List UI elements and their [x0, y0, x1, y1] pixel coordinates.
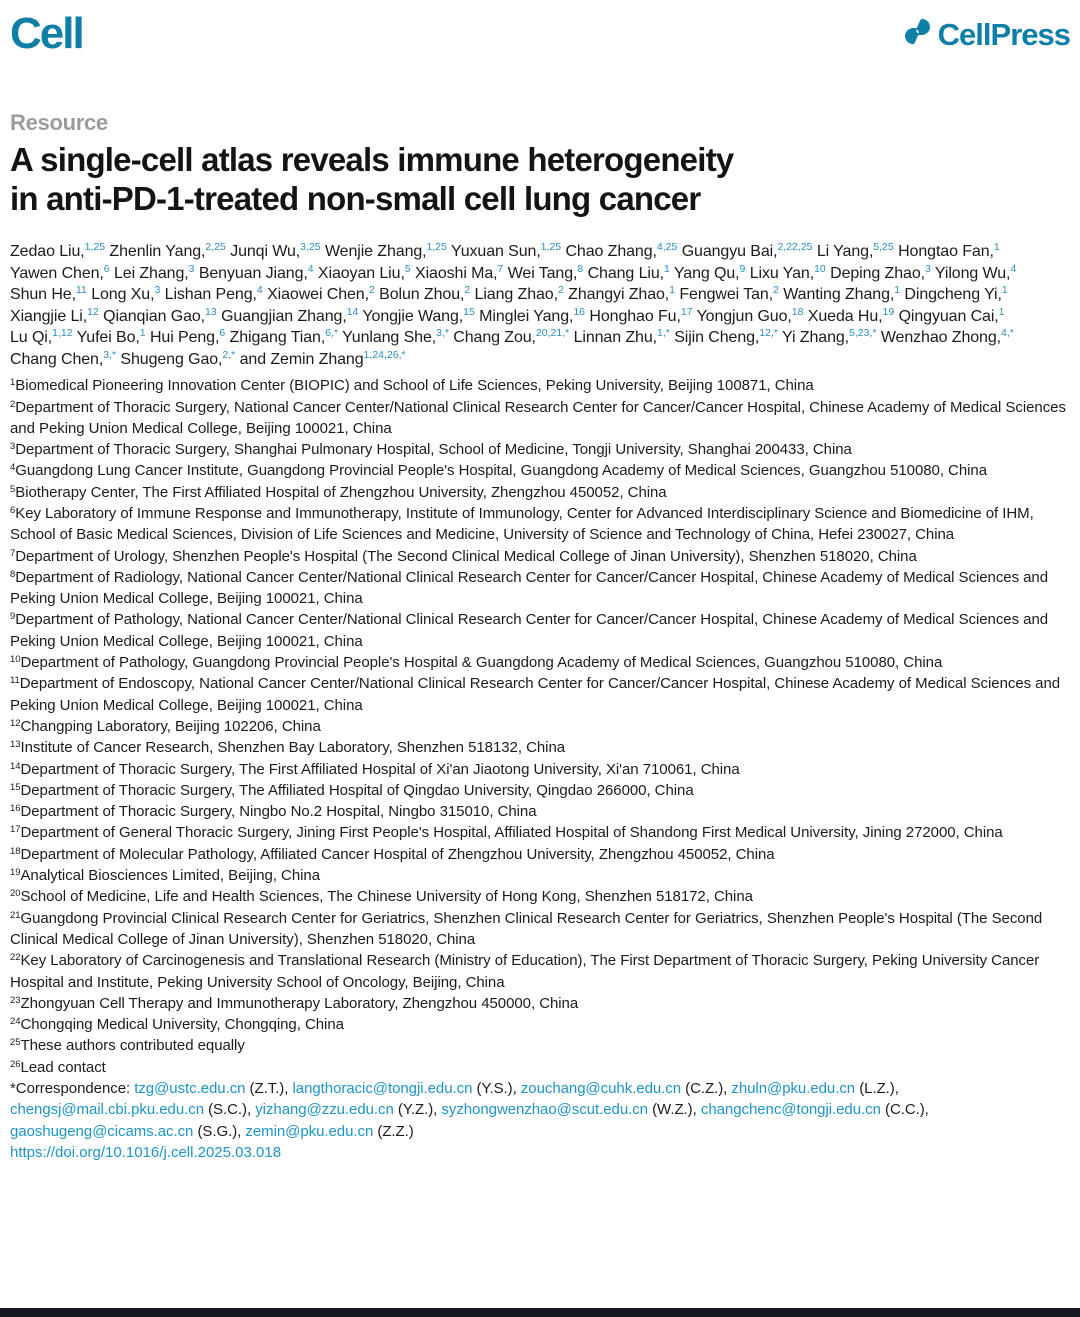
author-affiliation-superscript: 20,21,*	[535, 327, 570, 340]
author-name: Wanting Zhang,$^1$	[783, 284, 901, 304]
author-name: Chang Liu,$^1$	[587, 262, 670, 282]
affiliation-number: 20	[10, 888, 21, 900]
author-name: Benyuan Jiang,$^4$	[198, 262, 314, 282]
correspondence-email-link[interactable]: tzg@ustc.edu.cn	[134, 1080, 246, 1098]
author-name: Lishan Peng,$^4$	[164, 284, 263, 304]
cell-journal-logo: Cell	[10, 9, 83, 58]
author-affiliation-superscript: 8	[577, 262, 584, 275]
author-name: Zhangyi Zhao,$^1$	[568, 284, 675, 304]
affiliation-number: 22	[10, 952, 21, 964]
affiliation-item: $^8$Department of Radiology, National Cancer Center/National Clinical Research Center for Cancer/Cancer Hospital, Chinese Academy of Medical Sciences and Peking Union Medical College, Beijing 100021, China	[10, 568, 1049, 608]
correspondence-author-initials: (L.Z.),	[855, 1080, 899, 1098]
correspondence-email-link[interactable]: syzhongwenzhao@scut.edu.cn	[441, 1101, 648, 1119]
author-affiliation-superscript: 1	[993, 241, 1000, 254]
affiliation-item: $^{15}$Department of Thoracic Surgery, The Affiliated Hospital of Qingdao University, Qingdao 266000, China	[10, 781, 694, 799]
affiliation-item: $^{12}$Changping Laboratory, Beijing 102206, China	[10, 717, 321, 735]
author-name: Chang Zou,$^{20,21,*}$	[453, 327, 570, 347]
correspondence-author-initials: (S.G.),	[193, 1122, 242, 1140]
affiliation-number: 16	[10, 803, 21, 815]
affiliation-number: 9	[10, 611, 16, 623]
affiliation-number: 1	[10, 377, 16, 389]
author-affiliation-superscript: 5,23,*	[849, 327, 877, 340]
author-affiliation-superscript: 2	[773, 284, 779, 297]
correspondence-author-initials: (Z.Z.)	[373, 1122, 414, 1140]
author-affiliation-superscript: 9	[739, 262, 746, 275]
doi-link[interactable]: https://doi.org/10.1016/j.cell.2025.03.018	[10, 1143, 282, 1161]
affiliation-item: $^2$Department of Thoracic Surgery, National Cancer Center/National Clinical Research Center for Cancer/Cancer Hospital, Chinese Academy of Medical Sciences and Peking Union Medical College, Beijing 100021, China	[10, 398, 1066, 437]
affiliation-number: 7	[10, 547, 16, 559]
author-name: Bolun Zhou,$^2$	[379, 284, 471, 304]
author-name: Yawen Chen,$^6$	[10, 262, 110, 282]
affiliation-item: $^6$Key Laboratory of Immune Response and Immunotherapy, Institute of Immunology, Center for Advanced Interdisciplinary Science and Biomedicine of IHM, School of Basic Medical Sciences, Division of Life Sciences and Medicine, University of Science and Technology of China, Hefei 230027, China	[10, 505, 1034, 544]
correspondence-email-link[interactable]: langthoracic@tongji.edu.cn	[292, 1080, 473, 1098]
author-name: Xiaoshi Ma,$^7$	[415, 262, 504, 282]
affiliation-number: 11	[10, 675, 20, 687]
author-name: Honghao Fu,$^{17}$	[589, 305, 693, 325]
affiliation-item: $^{20}$School of Medicine, Life and Health Sciences, The Chinese University of Hong Kong, Shenzhen 518172, China	[10, 888, 753, 906]
author-affiliation-superscript: 17	[680, 305, 693, 318]
author-affiliation-superscript: 4	[256, 284, 263, 297]
author-affiliation-superscript: 5	[404, 262, 411, 275]
author-name: Yongjun Guo,$^{18}$	[696, 305, 804, 325]
affiliation-number: 12	[10, 717, 21, 729]
author-affiliation-superscript: 3	[154, 284, 161, 297]
correspondence-email-link[interactable]: zhuln@pku.edu.cn	[731, 1080, 856, 1098]
author-name: Yunlang She,$^{3,*}$	[342, 327, 449, 347]
author-name: Lu Qi,$^{1,12}$	[10, 327, 73, 347]
affiliation-item: $^{19}$Analytical Biosciences Limited, Beijing, China	[10, 867, 320, 885]
affiliation-number: 15	[10, 781, 21, 793]
author-name: Qianqian Gao,$^{13}$	[103, 305, 217, 325]
author-name: and Zemin Zhang$^{1,24,26,*}$	[239, 348, 406, 368]
affiliation-number: 3	[10, 441, 16, 453]
correspondence-email-link[interactable]: chengsj@mail.cbi.pku.edu.cn	[10, 1101, 204, 1119]
author-name: Guangjian Zhang,$^{14}$	[221, 305, 359, 325]
correspondence-author-initials: (Y.Z.),	[393, 1101, 438, 1119]
author-name: Shun He,$^{11}$	[10, 284, 87, 304]
affiliation-list	[10, 375, 1070, 1078]
correspondence-email-link[interactable]: gaoshugeng@cicams.ac.cn	[10, 1122, 194, 1140]
author-affiliation-superscript: 3,25	[300, 241, 321, 254]
author-affiliation-superscript: 1,12	[52, 327, 73, 340]
author-name: Linnan Zhu,$^{1,*}$	[573, 327, 670, 347]
author-name: Hongtao Fan,$^1$	[898, 241, 1000, 261]
author-affiliation-superscript: 16	[573, 305, 586, 318]
affiliation-number: 19	[10, 867, 21, 879]
author-name: Yongjie Wang,$^{15}$	[362, 305, 475, 325]
author-affiliation-superscript: 4	[307, 262, 314, 275]
affiliation-number: 5	[10, 483, 16, 495]
affiliation-number: 14	[10, 760, 21, 772]
author-name: Chang Chen,$^{3,*}$	[10, 348, 117, 368]
affiliation-item: $^{16}$Department of Thoracic Surgery, Ningbo No.2 Hospital, Ningbo 315010, China	[10, 803, 537, 821]
affiliation-item: $^{26}$Lead contact	[10, 1058, 106, 1076]
author-affiliation-superscript: 5,25	[873, 241, 894, 254]
author-name: Xiaoyan Liu,$^5$	[317, 262, 411, 282]
author-name: Dingcheng Yi,$^1$	[904, 284, 1008, 304]
author-affiliation-superscript: 2	[557, 284, 564, 297]
author-name: Fengwei Tan,$^2$	[679, 284, 779, 304]
author-affiliation-superscript: 2,25	[205, 241, 226, 254]
affiliation-item: $^{10}$Department of Pathology, Guangdong Provincial People's Hospital & Guangdong Academy of Medical Sciences, Guangzhou 510080, China	[10, 654, 943, 672]
author-name: Zhigang Tian,$^{6,*}$	[229, 327, 339, 347]
affiliation-item: $^7$Department of Urology, Shenzhen People's Hospital (The Second Clinical Medical College of Jinan University), Shenzhen 518020, China	[10, 547, 917, 565]
affiliation-item: $^{18}$Department of Molecular Pathology, Affiliated Cancer Hospital of Zhengzhou University, Zhengzhou 450052, China	[10, 845, 775, 863]
cellpress-swirl-icon	[904, 18, 931, 50]
author-name: Shugeng Gao,$^{2,*}$	[120, 348, 236, 368]
article-title	[10, 141, 1070, 218]
author-affiliation-superscript: 1,*	[656, 327, 670, 340]
correspondence-author-initials: (S.C.),	[203, 1101, 252, 1119]
correspondence-author-initials: (C.C.),	[880, 1101, 929, 1119]
author-affiliation-superscript: 2	[464, 284, 471, 297]
article-title-line2: in anti-PD-1-treated non-small cell lung cancer	[10, 179, 701, 217]
author-affiliation-superscript: 7	[497, 262, 504, 275]
author-affiliation-superscript: 1,24,26,*	[363, 348, 406, 361]
article-title-line1: A single-cell atlas reveals immune heterogeneity	[10, 141, 734, 178]
cellpress-logo	[904, 12, 1070, 50]
affiliation-number: 10	[10, 654, 21, 666]
author-name: Zedao Liu,$^{1,25}$	[10, 241, 106, 261]
author-affiliation-superscript: 12	[87, 305, 99, 318]
author-affiliation-superscript: 6	[103, 262, 110, 275]
author-affiliation-superscript: 11	[75, 284, 87, 297]
author-affiliation-superscript: 6	[219, 327, 226, 340]
author-affiliation-superscript: 1	[663, 262, 670, 275]
correspondence-email-link[interactable]: changchenc@tongji.edu.cn	[700, 1101, 881, 1119]
affiliation-number: 26	[10, 1058, 21, 1070]
author-name: Sijin Cheng,$^{12,*}$	[674, 327, 778, 347]
author-affiliation-superscript: 1	[139, 327, 146, 340]
affiliation-item: $^{22}$Key Laboratory of Carcinogenesis and Translational Research (Ministry of Education), The First Department of Thoracic Surgery, Peking University Cancer Hospital and Institute, Peking University School of Oncology, Beijing, China	[10, 952, 1040, 991]
affiliation-item: $^4$Guangdong Lung Cancer Institute, Guangdong Provincial People's Hospital, Guangdong Academy of Medical Sciences, Guangzhou 510080, China	[10, 462, 987, 480]
author-name: Lixu Yan,$^{10}$	[749, 262, 826, 282]
author-affiliation-superscript: 1	[1001, 284, 1008, 297]
correspondence-author-initials: (Y.S.),	[472, 1080, 517, 1098]
author-name: Yi Zhang,$^{5,23,*}$	[782, 327, 877, 347]
affiliation-number: 8	[10, 568, 16, 580]
author-name: Liang Zhao,$^2$	[474, 284, 564, 304]
author-name: Yuxuan Sun,$^{1,25}$	[451, 241, 562, 261]
affiliation-item: $^9$Department of Pathology, National Cancer Center/National Clinical Research Center for Cancer/Cancer Hospital, Chinese Academy of Medical Sciences and Peking Union Medical College, Beijing 100021, China	[10, 611, 1049, 650]
affiliation-number: 4	[10, 462, 16, 474]
author-name: Guangyu Bai,$^{2,22,25}$	[681, 241, 813, 261]
correspondence-label: *Correspondence:	[10, 1080, 135, 1098]
correspondence-author-initials: (C.Z.),	[681, 1080, 728, 1098]
correspondence-author-initials: (W.Z.),	[647, 1101, 697, 1119]
affiliation-item: $^{21}$Guangdong Provincial Clinical Research Center for Geriatrics, Shenzhen Clinical Research Center for Geriatrics, Shenzhen People's Hospital (The Second Clinical Medical College of Jinan University), Shenzhen 518020, China	[10, 909, 1043, 948]
author-name: Xiaowei Chen,$^2$	[267, 284, 375, 304]
affiliation-number: 17	[10, 824, 21, 836]
affiliation-item: $^{23}$Zhongyuan Cell Therapy and Immunotherapy Laboratory, Zhengzhou 450000, China	[10, 994, 579, 1012]
affiliation-item: $^{14}$Department of Thoracic Surgery, The First Affiliated Hospital of Xi'an Jiaotong University, Xi'an 710061, China	[10, 760, 740, 778]
author-affiliation-superscript: 4	[1010, 262, 1017, 275]
affiliation-number: 2	[10, 398, 16, 410]
author-affiliation-superscript: 6,*	[325, 327, 339, 340]
author-affiliation-superscript: 14	[346, 305, 359, 318]
author-affiliation-superscript: 2,*	[222, 348, 236, 361]
affiliation-item: $^{13}$Institute of Cancer Research, Shenzhen Bay Laboratory, Shenzhen 518132, China	[10, 739, 566, 757]
author-list	[10, 241, 1070, 370]
author-affiliation-superscript: 4,*	[1001, 327, 1014, 340]
affiliation-number: 23	[10, 994, 21, 1006]
affiliation-number: 6	[10, 505, 16, 516]
author-affiliation-superscript: 1	[894, 284, 901, 297]
author-name: Lei Zhang,$^3$	[113, 262, 195, 282]
affiliation-number: 24	[10, 1016, 21, 1028]
affiliation-item: $^3$Department of Thoracic Surgery, Shanghai Pulmonary Hospital, School of Medicine, Tongji University, Shanghai 200433, China	[10, 441, 852, 459]
author-name: Qingyuan Cai,$^1$	[898, 305, 1005, 325]
masthead	[10, 0, 1070, 56]
author-affiliation-superscript: 18	[791, 305, 804, 318]
author-name: Junqi Wu,$^{3,25}$	[230, 241, 321, 261]
author-affiliation-superscript: 1,25	[426, 241, 447, 254]
author-name: Wei Tang,$^8$	[507, 262, 584, 282]
affiliation-item: $^5$Biotherapy Center, The First Affiliated Hospital of Zhengzhou University, Zhengzhou 450052, China	[10, 483, 667, 501]
author-affiliation-superscript: 1	[669, 284, 675, 297]
author-affiliation-superscript: 1	[998, 305, 1005, 318]
correspondence-author-initials: (Z.T.),	[245, 1080, 289, 1098]
affiliation-item: $^1$Biomedical Pioneering Innovation Center (BIOPIC) and School of Life Sciences, Peking University, Beijing 100871, China	[10, 377, 814, 395]
affiliation-item: $^{24}$Chongqing Medical University, Chongqing, China	[10, 1016, 344, 1034]
author-name: Yang Qu,$^9$	[673, 262, 746, 282]
author-affiliation-superscript: 19	[882, 305, 895, 318]
author-name: Yufei Bo,$^1$	[76, 327, 146, 347]
affiliation-number: 13	[10, 739, 21, 751]
author-affiliation-superscript: 3	[924, 262, 931, 275]
affiliation-number: 18	[10, 845, 21, 857]
author-name: Long Xu,$^3$	[91, 284, 161, 304]
author-name: Zhenlin Yang,$^{2,25}$	[109, 241, 226, 261]
author-affiliation-superscript: 1,25	[84, 241, 106, 254]
author-affiliation-superscript: 3,*	[436, 327, 449, 340]
author-affiliation-superscript: 1,25	[540, 241, 562, 254]
author-name: Xiangjie Li,$^{12}$	[10, 305, 99, 325]
correspondence-line	[10, 1078, 1070, 1142]
author-name: Deping Zhao,$^3$	[830, 262, 931, 282]
author-affiliation-superscript: 2,22,25	[777, 241, 813, 254]
author-name: Hui Peng,$^6$	[149, 327, 226, 347]
author-name: Chao Zhang,$^{4,25}$	[565, 241, 678, 261]
author-name: Xueda Hu,$^{19}$	[807, 305, 895, 325]
author-affiliation-superscript: 12,*	[759, 327, 778, 340]
author-affiliation-superscript: 4,25	[656, 241, 678, 254]
correspondence-email-link[interactable]: zemin@pku.edu.cn	[245, 1122, 374, 1140]
cellpress-wordmark: CellPress	[937, 16, 1070, 52]
article-type-label: Resource	[10, 110, 108, 135]
author-affiliation-superscript: 10	[814, 262, 826, 275]
affiliation-item: $^{17}$Department of General Thoracic Surgery, Jining First People's Hospital, Affiliated Hospital of Shandong First Medical University, Jining 272000, China	[10, 824, 1003, 842]
author-affiliation-superscript: 3	[188, 262, 195, 275]
author-name: Wenjie Zhang,$^{1,25}$	[324, 241, 447, 261]
author-affiliation-superscript: 3,*	[103, 348, 117, 361]
affiliation-item: $^{11}$Department of Endoscopy, National Cancer Center/National Clinical Research Center for Cancer/Cancer Hospital, Chinese Academy of Medical Sciences and Peking Union Medical College, Beijing 100021, China	[10, 675, 1061, 714]
author-name: Yilong Wu,$^4$	[934, 262, 1017, 282]
correspondence-email-link[interactable]: zouchang@cuhk.edu.cn	[520, 1080, 682, 1098]
affiliation-number: 25	[10, 1037, 21, 1049]
author-affiliation-superscript: 13	[205, 305, 217, 318]
correspondence-email-link[interactable]: yizhang@zzu.edu.cn	[255, 1101, 394, 1119]
author-affiliation-superscript: 15	[463, 305, 475, 318]
author-name: Li Yang,$^{5,25}$	[816, 241, 894, 261]
affiliation-item: $^{25}$These authors contributed equally	[10, 1037, 245, 1055]
author-name: Minglei Yang,$^{16}$	[479, 305, 586, 325]
author-affiliation-superscript: 2	[368, 284, 375, 297]
page-bottom-divider-bar	[0, 1308, 1080, 1317]
author-name: Wenzhao Zhong,$^{4,*}$	[880, 327, 1014, 347]
affiliation-number: 21	[10, 909, 21, 921]
